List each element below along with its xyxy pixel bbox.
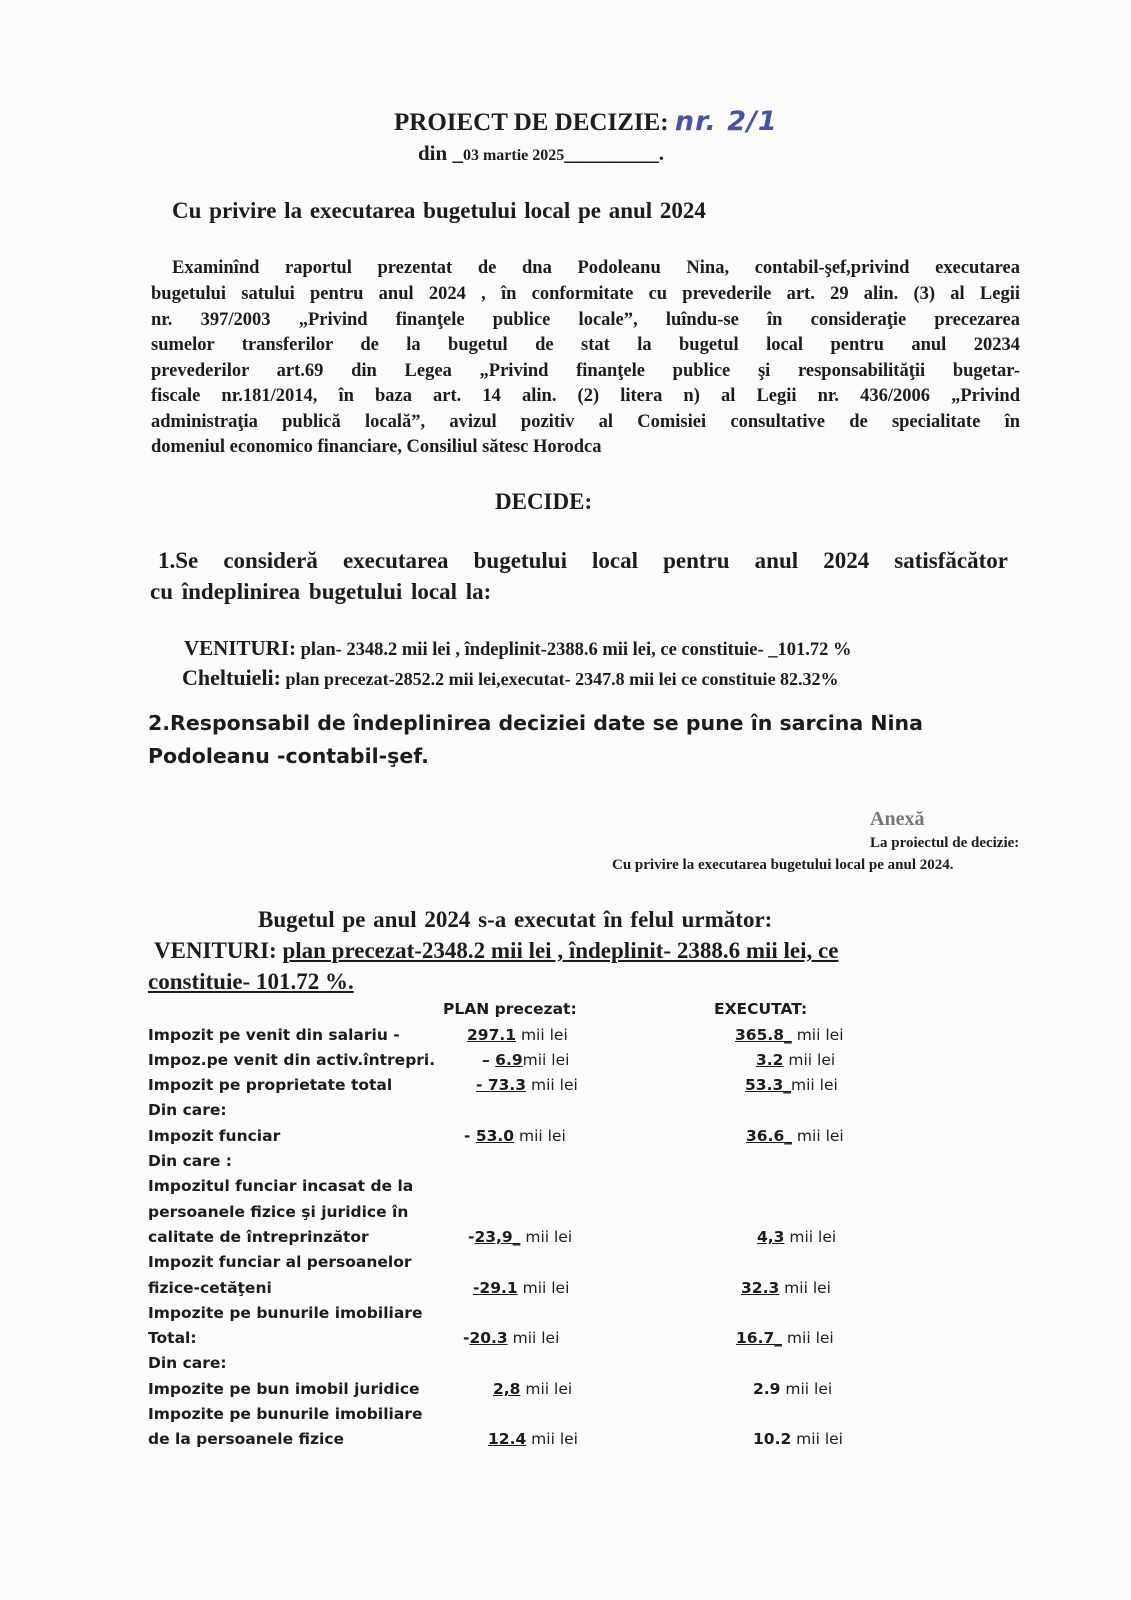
- decision-title-text: PROIECT DE DECIZIE:: [394, 109, 669, 136]
- point1-line2: cu îndeplinirea bugetului local la:: [150, 579, 492, 604]
- summary-cheltuieli-text: plan precezat-2852.2 mii lei,executat- 2347.8 mii lei ce constituie 82.32%: [285, 669, 839, 689]
- point2-line1: 2.Responsabil de îndeplinirea deciziei date se pune în sarcina Nina: [148, 711, 923, 735]
- date-suffix: _________.: [564, 141, 665, 165]
- table-row-exec: 365.8_ mii lei: [735, 1026, 844, 1044]
- table-row-exec: 32.3 mii lei: [741, 1279, 831, 1297]
- point1-line1: 1.Se consideră executarea bugetului local pentru anul 2024 satisfăcător: [158, 548, 1008, 573]
- preamble-line: prevederilor art.69 din Legea „Privind finanţele publice şi responsabilităţii bugetar-: [151, 361, 1020, 381]
- table-row-plan: 297.1 mii lei: [467, 1026, 568, 1044]
- annex-title: Anexă: [870, 808, 925, 830]
- table-row-plan: 2,8 mii lei: [493, 1380, 573, 1398]
- table-row-label: de la persoanele fizice: [148, 1430, 345, 1448]
- decision-subject: Cu privire la executarea bugetului local pe anul 2024: [172, 198, 706, 223]
- table-row-exec: 2.9 mii lei: [753, 1380, 833, 1398]
- preamble-line: domeniul economico financiare, Consiliul sătesc Horodca: [151, 437, 602, 457]
- table-row-exec: 53.3_mii lei: [745, 1076, 838, 1094]
- preamble-line: nr. 397/2003 „Privind finanţele publice locale”, luîndu-se în consideraţie precezarea: [151, 310, 1020, 330]
- summary-cheltuieli: [182, 665, 839, 691]
- table-row-label: Din care :: [148, 1152, 233, 1170]
- table-row-exec: 10.2 mii lei: [753, 1430, 843, 1448]
- table-row-label: fizice-cetăţeni: [148, 1279, 272, 1297]
- table-row-label: Impozit pe proprietate total: [148, 1076, 393, 1094]
- decision-date: 03 martie 2025: [462, 147, 565, 164]
- table-row-label: Impozite pe bunurile imobiliare: [148, 1304, 423, 1322]
- table-row-label: Impozite pe bunurile imobiliare: [148, 1405, 423, 1423]
- table-row-exec: 36.6_ mii lei: [746, 1127, 844, 1145]
- table-row-plan: -20.3 mii lei: [463, 1329, 560, 1347]
- execution-heading: Bugetul pe anul 2024 s-a executat în felul următor:: [258, 907, 773, 932]
- preamble-line: bugetului satului pentru anul 2024 , în conformitate cu prevederile art. 29 alin. (3) al Legii: [151, 284, 1020, 304]
- table-row-plan: – 6.9mii lei: [482, 1051, 570, 1069]
- decision-date-line: [418, 141, 664, 166]
- table-row-label: Impozit funciar al persoanelor: [148, 1253, 412, 1271]
- execution-venituri-line2: constituie- 101.72 %.: [148, 969, 354, 994]
- table-row-exec: 4,3 mii lei: [757, 1228, 837, 1246]
- table-row-label: Total:: [148, 1329, 197, 1347]
- table-row-label: Din care:: [148, 1354, 227, 1372]
- col-header-exec: EXECUTAT:: [714, 1000, 808, 1018]
- preamble-line: fiscale nr.181/2014, în baza art. 14 alin. (2) litera n) al Legii nr. 436/2006 „Privind: [151, 386, 1020, 406]
- table-row-label: persoanele fizice şi juridice în: [148, 1203, 409, 1221]
- decision-title: [394, 106, 778, 137]
- table-row-plan: 12.4 mii lei: [488, 1430, 578, 1448]
- date-prefix: din _: [418, 141, 463, 165]
- table-row-label: Impoz.pe venit din activ.întrepri.: [148, 1051, 436, 1069]
- execution-venituri: [154, 938, 838, 964]
- table-row-label: Impozit pe venit din salariu -: [148, 1026, 400, 1044]
- table-row-exec: 3.2 mii lei: [756, 1051, 836, 1069]
- decide-heading: DECIDE:: [495, 489, 593, 514]
- table-row-label: Impozite pe bun imobil juridice: [148, 1380, 420, 1398]
- summary-venituri-label: VENITURI:: [184, 636, 297, 660]
- execution-venituri-label: VENITURI:: [154, 938, 277, 963]
- table-row-plan: -23,9_ mii lei: [468, 1228, 573, 1246]
- table-row-label: calitate de întreprinzător: [148, 1228, 369, 1246]
- table-row-plan: -29.1 mii lei: [473, 1279, 570, 1297]
- summary-cheltuieli-label: Cheltuieli:: [182, 665, 281, 690]
- table-row-label: Impozit funciar: [148, 1127, 281, 1145]
- summary-venituri: [184, 636, 852, 661]
- preamble-line: administraţia publică locală”, avizul pozitiv al Comisiei consultative de specialitate în: [151, 412, 1020, 432]
- execution-venituri-line: plan precezat-2348.2 mii lei , îndeplinit- 2388.6 mii lei, ce: [282, 938, 839, 963]
- col-header-plan: PLAN precezat:: [443, 1000, 577, 1018]
- table-row-plan: - 73.3 mii lei: [476, 1076, 578, 1094]
- table-row-plan: - 53.0 mii lei: [464, 1127, 566, 1145]
- table-row-label: Impozitul funciar incasat de la: [148, 1177, 414, 1195]
- annex-line2: Cu privire la executarea bugetului local pe anul 2024.: [612, 857, 954, 873]
- preamble-line: Examinînd raportul prezentat de dna Podoleanu Nina, contabil-şef,privind executarea: [172, 258, 1020, 278]
- annex-line1: La proiectul de decizie:: [870, 835, 1020, 851]
- point2-line2: Podoleanu -contabil-şef.: [148, 744, 429, 768]
- table-row-label: Din care:: [148, 1101, 227, 1119]
- summary-venituri-text: plan- 2348.2 mii lei , îndeplinit-2388.6 mii lei, ce constituie- _101.72 %: [300, 640, 852, 660]
- handwritten-decision-number: nr. 2/1: [674, 106, 778, 137]
- table-row-exec: 16.7_ mii lei: [736, 1329, 834, 1347]
- preamble-line: sumelor transferilor de la bugetul de stat la bugetul local pentru anul 20234: [151, 335, 1020, 355]
